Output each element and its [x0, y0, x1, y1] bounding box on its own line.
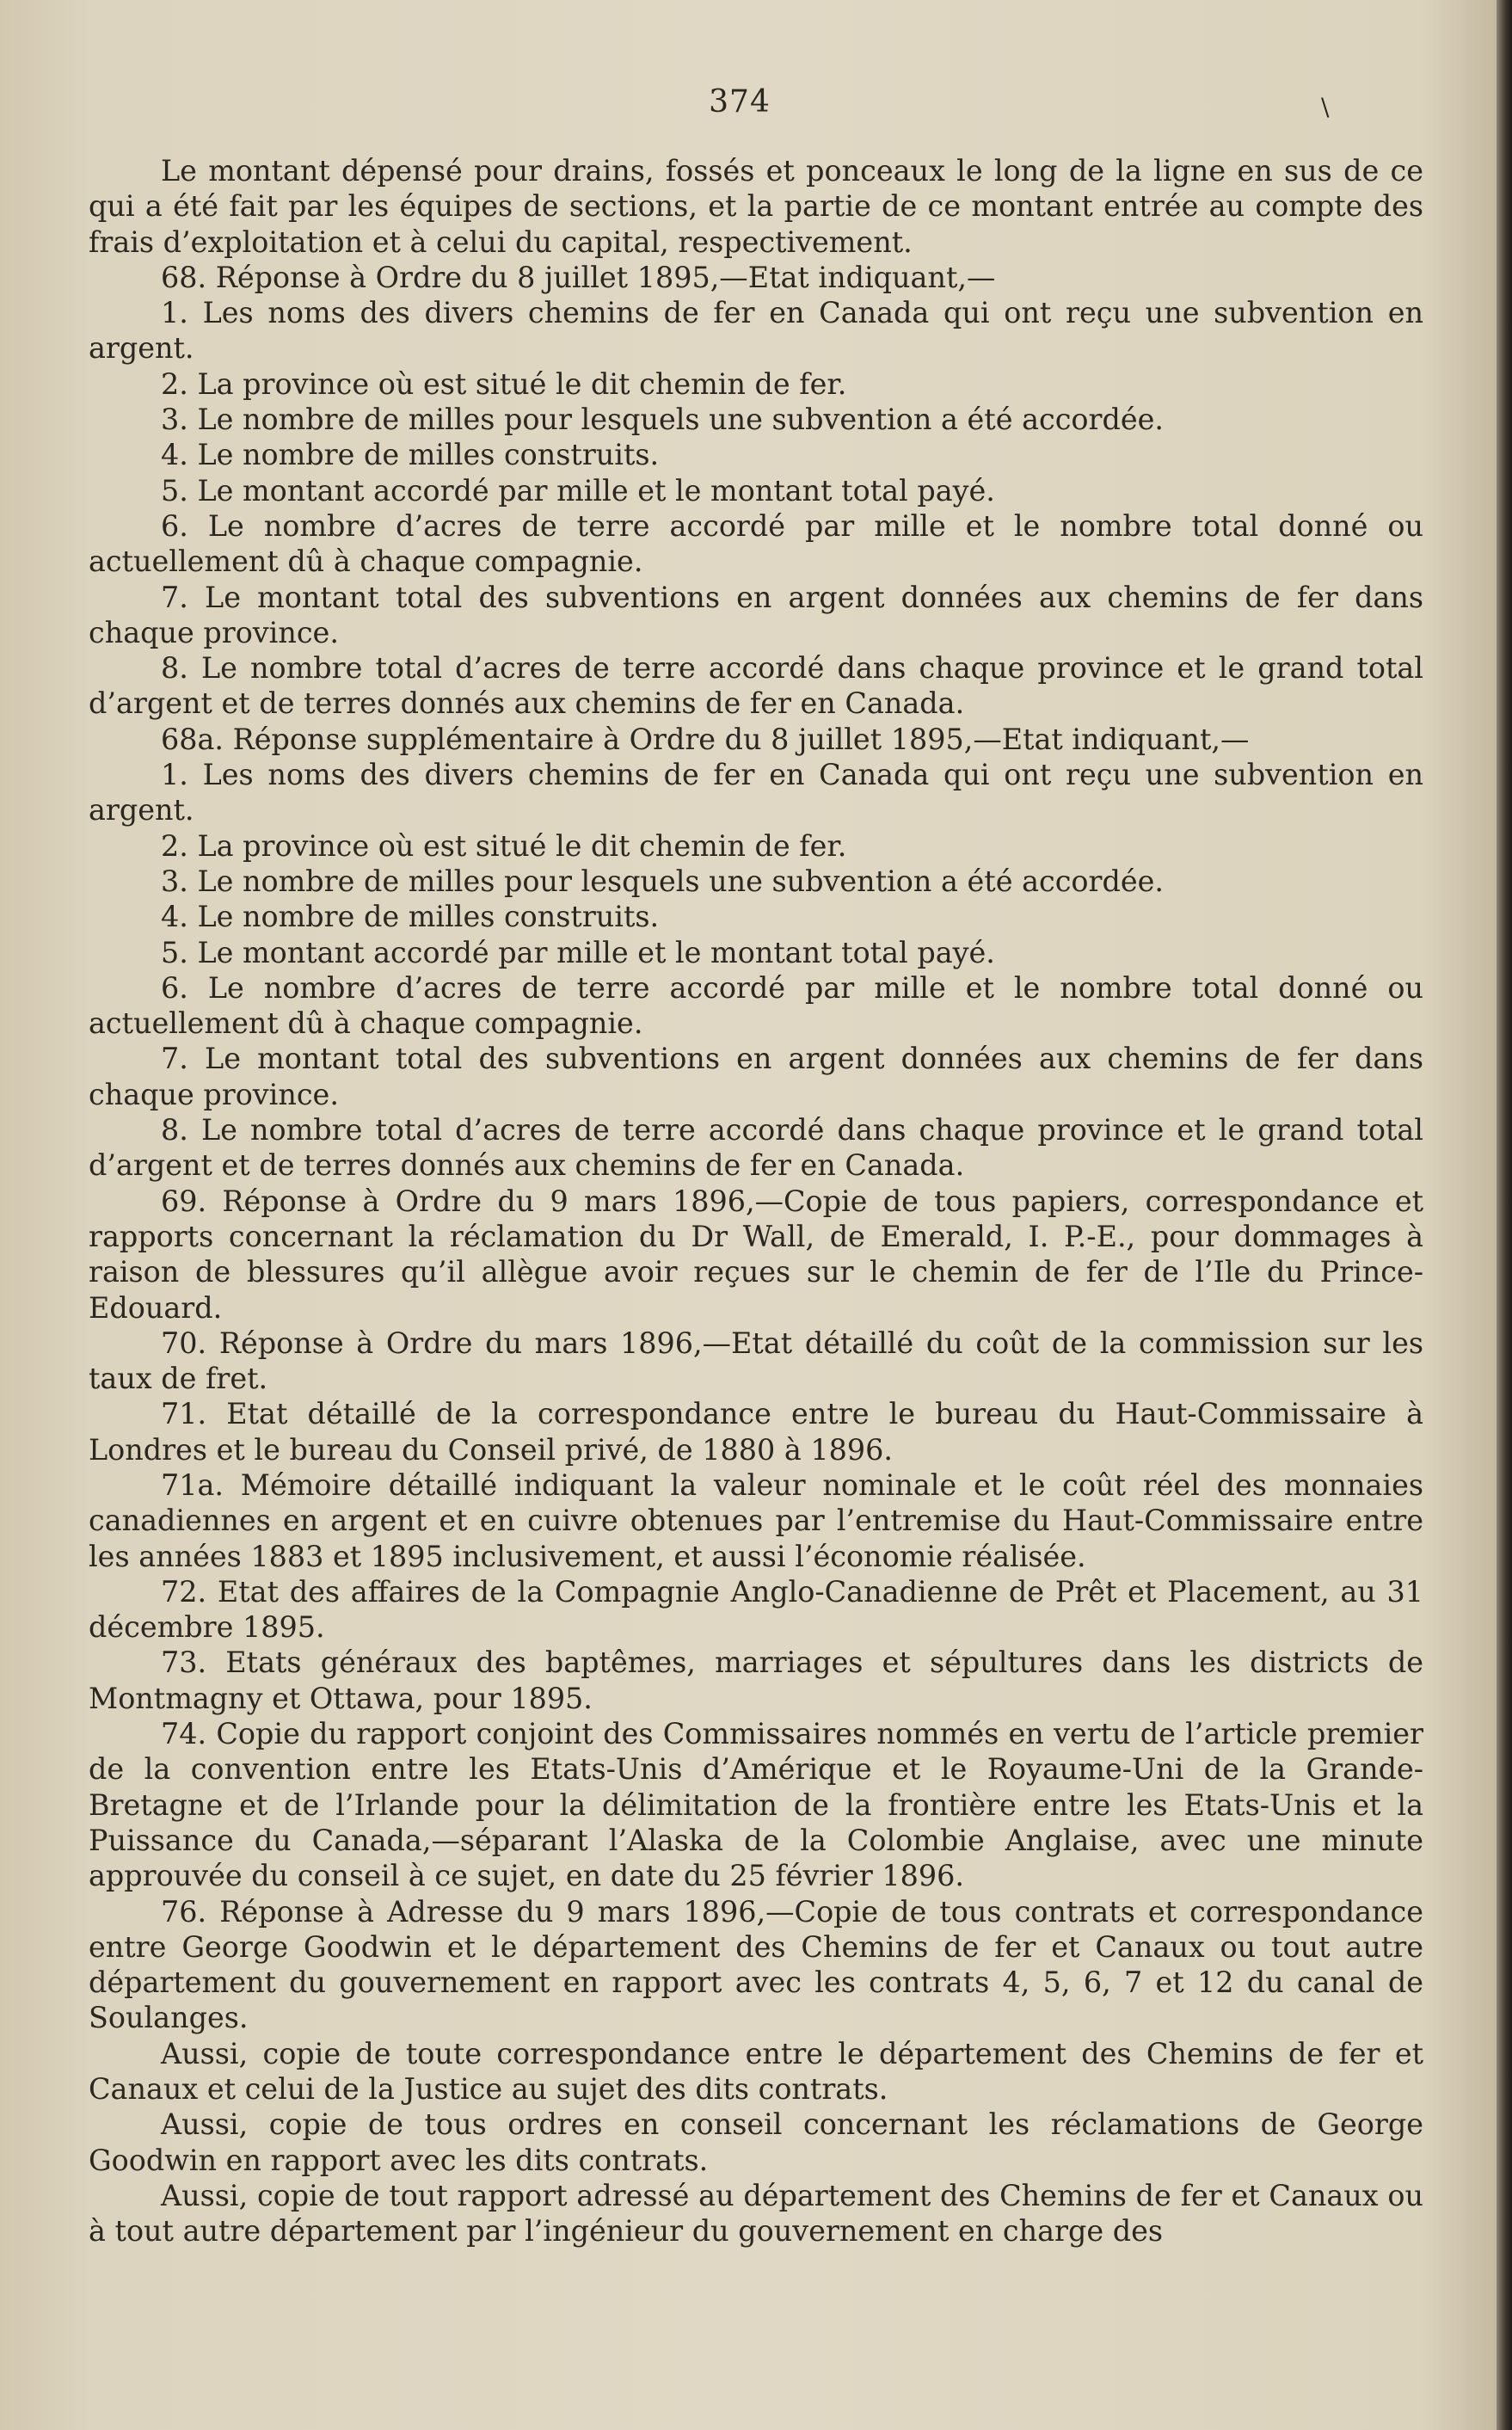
corner-mark: \: [1321, 93, 1330, 121]
paragraph: Aussi, copie de toute correspondance entre le département des Chemins de fer et Canaux et celui de la Justice au sujet des dits contrats.: [89, 2036, 1423, 2107]
paragraph: 5. Le montant accordé par mille et le montant total payé.: [161, 473, 995, 508]
paragraph: Le montant dépensé pour drains, fossés et ponceaux le long de la ligne en sus de ce qui a été fait par les équipes de sections, et la partie de ce montant entrée au compte des frais d’exploitation et à celui du capital, respectivement.: [89, 154, 1423, 259]
paragraph: 74. Copie du rapport conjoint des Commissaires nommés en vertu de l’article premier de la convention entre les Etats-Unis d’Amérique et le Royaume-Uni de la Grande-Bretagne et de l’Irlande pour la délimitation de la frontière entre les Etats-Unis et la Puissance du Canada,—séparant l’Alaska de la Colombie Anglaise, avec une minute approuvée du conseil à ce sujet, en date du 25 février 1896.: [89, 1717, 1423, 1893]
paragraph: 7. Le montant total des subventions en argent données aux chemins de fer dans chaque province.: [89, 1042, 1423, 1111]
paragraph: 8. Le nombre total d’acres de terre accordé dans chaque province et le grand total d’argent et de terres donnés aux chemins de fer en Canada.: [89, 651, 1423, 721]
paragraph: 8. Le nombre total d’acres de terre accordé dans chaque province et le grand total d’argent et de terres donnés aux chemins de fer en Canada.: [89, 1113, 1423, 1183]
paragraph: Aussi, copie de tout rapport adressé au département des Chemins de fer et Canaux ou à tout autre département par l’ingénieur du gouvernement en charge des: [89, 2178, 1423, 2249]
paragraph: 73. Etats généraux des baptêmes, marriages et sépultures dans les districts de Montmagny et Ottawa, pour 1895.: [89, 1646, 1423, 1715]
paragraph: 7. Le montant total des subventions en argent données aux chemins de fer dans chaque province.: [89, 580, 1423, 649]
paragraph: 5. Le montant accordé par mille et le montant total payé.: [161, 935, 995, 969]
paragraph: 4. Le nombre de milles construits.: [161, 900, 660, 934]
paragraph: 2. La province où est situé le dit chemin de fer.: [161, 366, 847, 401]
paragraph: 76. Réponse à Adresse du 9 mars 1896,—Copie de tous contrats et correspondance entre George Goodwin et le département des Chemins de fer et Canaux ou tout autre département du gouvernement en rapport avec les contrats 4, 5, 6, 7 et 12 du canal de Soulanges.: [89, 1894, 1423, 2035]
paragraph: 3. Le nombre de milles pour lesquels une subvention a été accordée.: [161, 403, 1164, 437]
paragraph: 68. Réponse à Ordre du 8 juillet 1895,—Etat indiquant,—: [161, 260, 996, 294]
page-number: 374: [709, 84, 771, 120]
page-binding-edge: [1497, 0, 1512, 2430]
paragraph: 1. Les noms des divers chemins de fer en Canada qui ont reçu une subvention en argent.: [89, 296, 1423, 366]
paragraph: 3. Le nombre de milles pour lesquels une subvention a été accordée.: [161, 864, 1164, 898]
page-body: [89, 153, 1423, 2249]
paragraph: 4. Le nombre de milles construits.: [161, 438, 660, 472]
paragraph: Aussi, copie de tous ordres en conseil concernant les réclamations de George Goodwin en rapport avec les dits contrats.: [89, 2107, 1423, 2177]
paragraph: 2. La province où est situé le dit chemin de fer.: [161, 828, 847, 863]
paragraph: 72. Etat des affaires de la Compagnie Anglo-Canadienne de Prêt et Placement, au 31 décembre 1895.: [89, 1574, 1423, 1645]
paragraph: 6. Le nombre d’acres de terre accordé par mille et le nombre total donné ou actuellement dû à chaque compagnie.: [89, 508, 1423, 579]
paragraph: 70. Réponse à Ordre du mars 1896,—Etat détaillé du coût de la commission sur les taux de fret.: [89, 1326, 1423, 1396]
paragraph: 71a. Mémoire détaillé indiquant la valeur nominale et le coût réel des monnaies canadiennes en argent et en cuivre obtenues par l’entremise du Haut-Commissaire entre les années 1883 et 1895 inclusivement, et aussi l’économie réalisée.: [89, 1467, 1423, 1573]
paragraph: 69. Réponse à Ordre du 9 mars 1896,—Copie de tous papiers, correspondance et rapports concernant la réclamation du Dr Wall, de Emerald, I. P.-E., pour dommages à raison de blessures qu’il allègue avoir reçues sur le chemin de fer de l’Ile du Prince-Edouard.: [89, 1184, 1423, 1325]
paragraph: 71. Etat détaillé de la correspondance entre le bureau du Haut-Commissaire à Londres et le bureau du Conseil privé, de 1880 à 1896.: [89, 1397, 1423, 1467]
paragraph: 1. Les noms des divers chemins de fer en Canada qui ont reçu une subvention en argent.: [89, 758, 1423, 827]
paragraph: 6. Le nombre d’acres de terre accordé par mille et le nombre total donné ou actuellement dû à chaque compagnie.: [89, 970, 1423, 1041]
paragraph: 68a. Réponse supplémentaire à Ordre du 8 juillet 1895,—Etat indiquant,—: [161, 722, 1250, 756]
